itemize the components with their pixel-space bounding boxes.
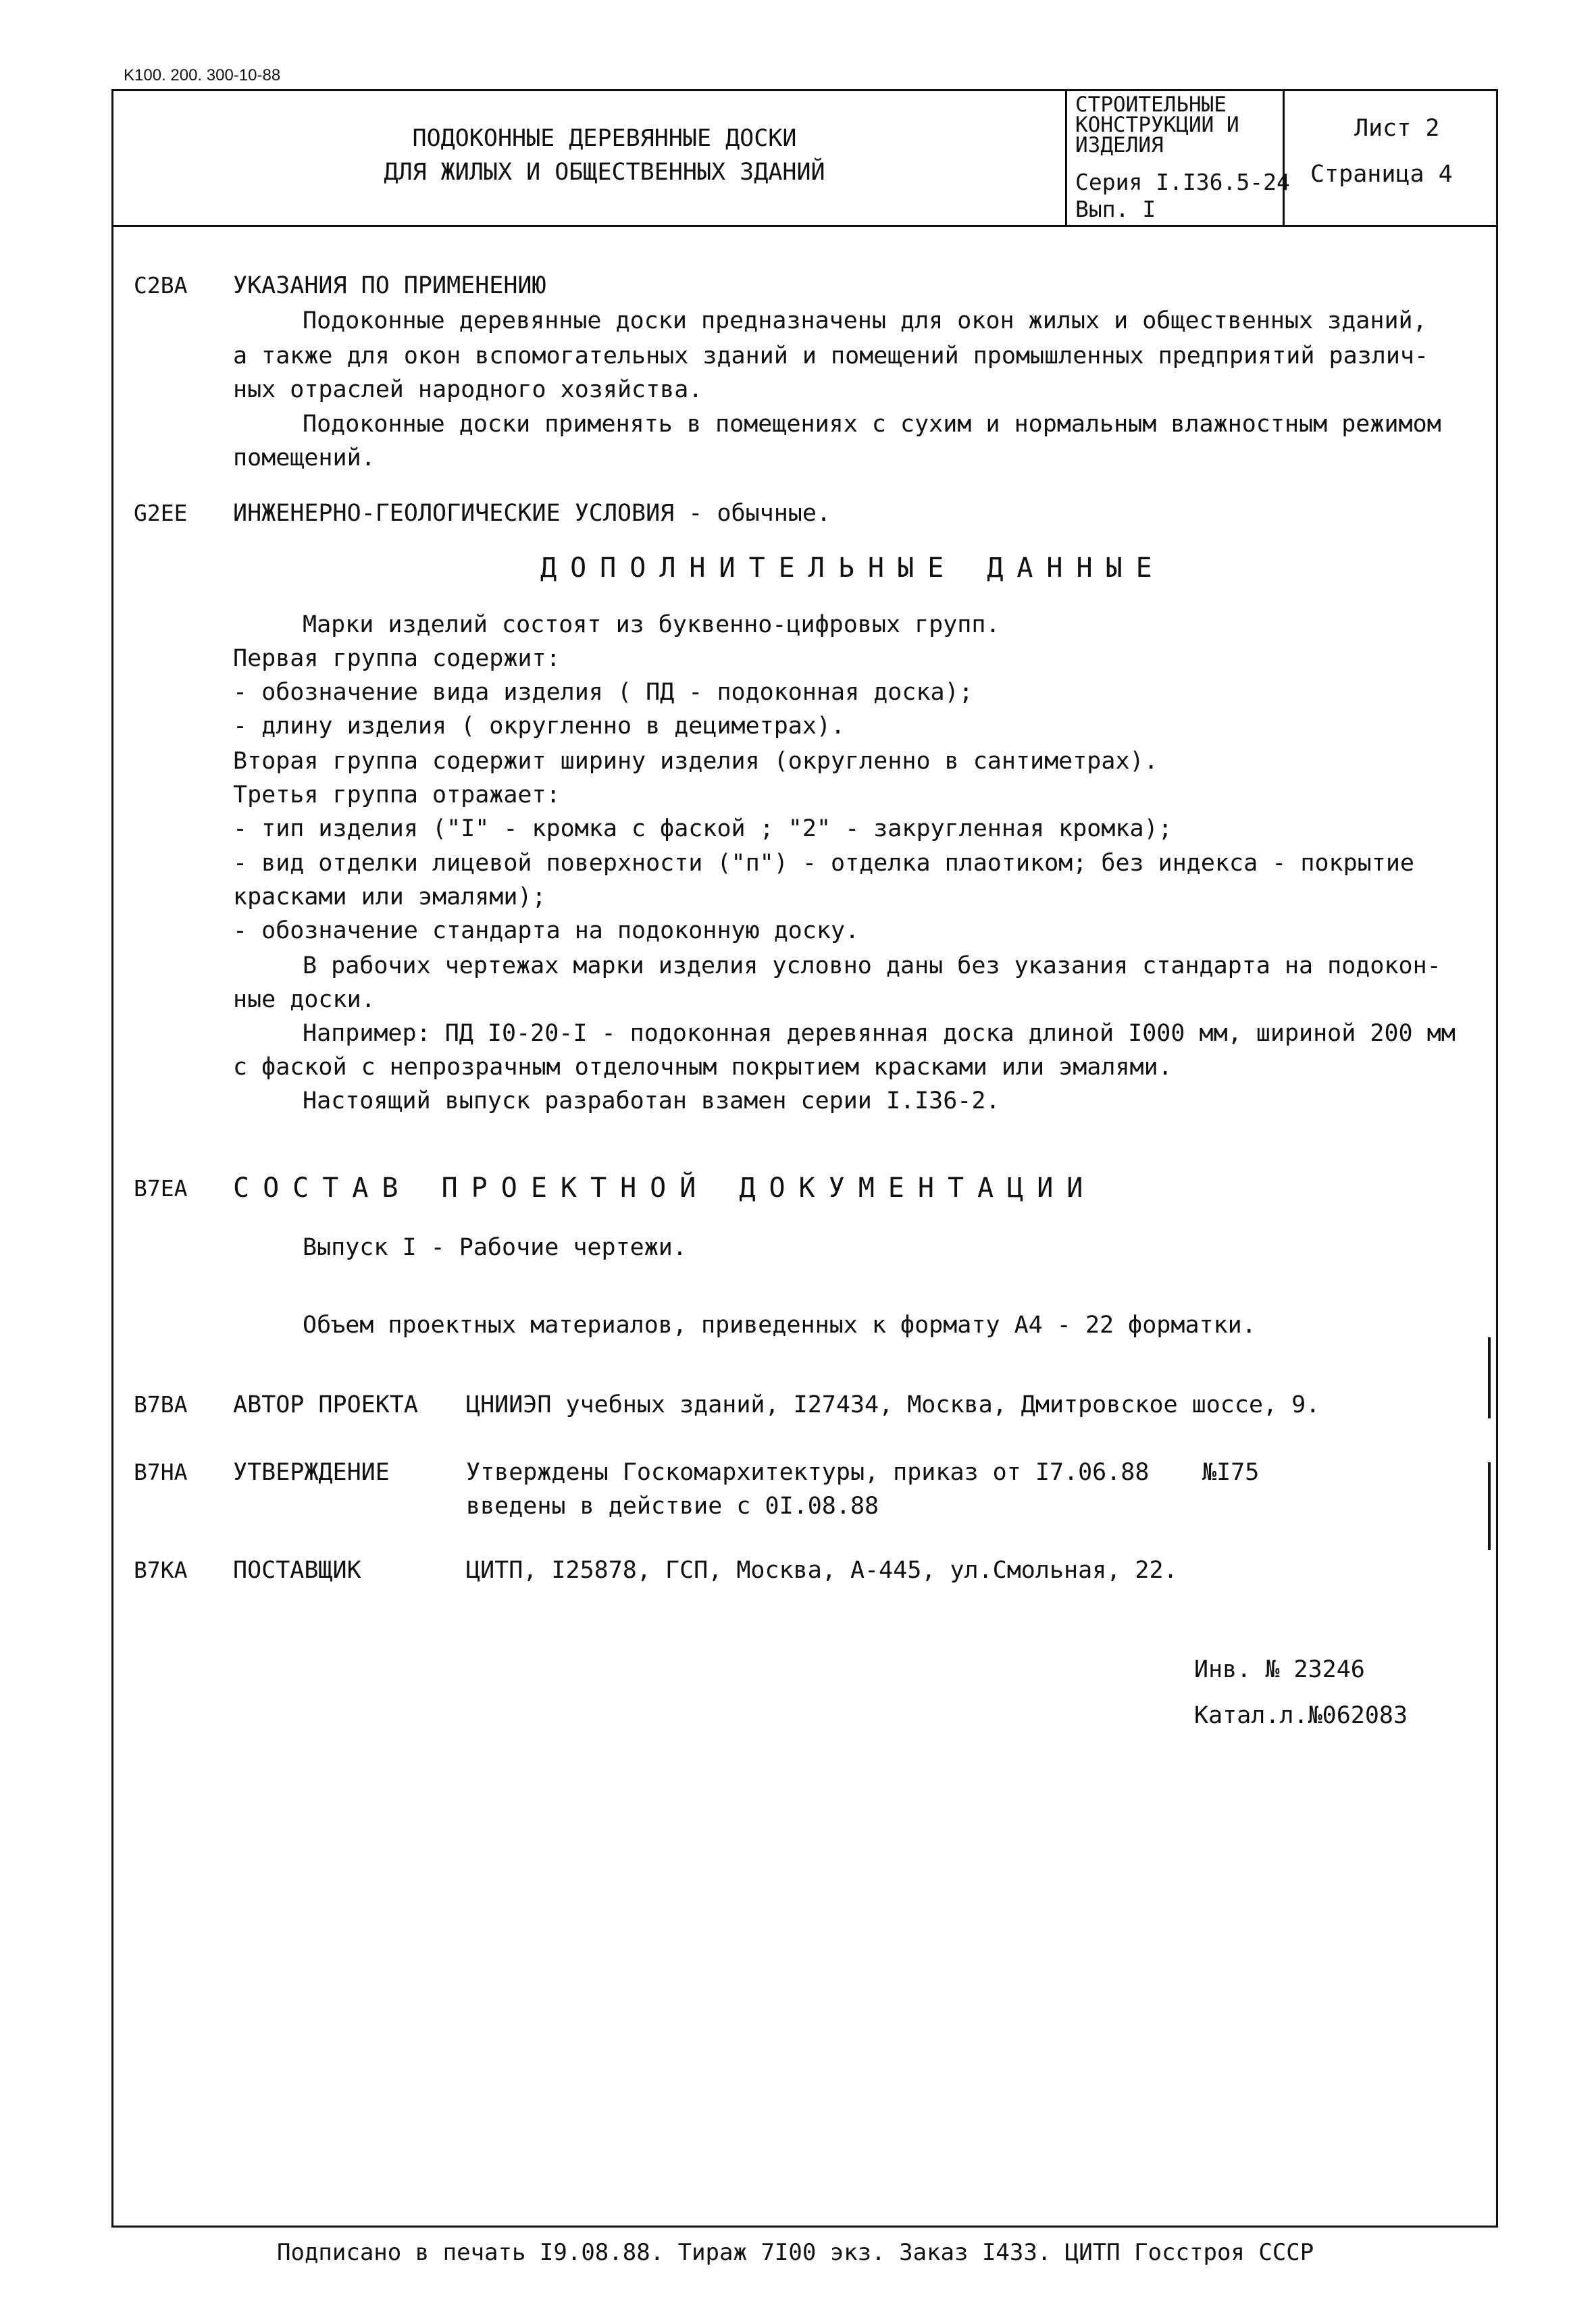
additional-line-9: красками или эмалями);	[233, 883, 546, 910]
category-line3: ИЗДЕЛИЯ	[1075, 133, 1164, 157]
additional-line-3: - обозначение вида изделия ( ПД - подоконная доска);	[233, 679, 973, 706]
usage-code: C2BA	[134, 272, 188, 299]
usage-line-3: ных отраслей народного хозяйства.	[233, 376, 703, 403]
header-category	[1075, 95, 1239, 155]
author-label: АВТОР ПРОЕКТА	[233, 1391, 418, 1418]
inventory-number: Инв. № 23246	[1194, 1656, 1365, 1683]
usage-line-4: Подоконные доски применять в помещениях с сухим и нормальным влажностным режимом	[303, 411, 1441, 438]
additional-line-13: Например: ПД I0-20-I - подоконная деревянная доска длиной I000 мм, шириной 200 мм	[303, 1020, 1456, 1047]
additional-line-6: Третья группа отражает:	[233, 781, 561, 808]
issue-number: Вып. I	[1075, 196, 1156, 222]
additional-line-8: - вид отделки лицевой поверхности ("п") - отделка плаотиком; без индекса - покрытие	[233, 850, 1414, 877]
header-title	[284, 122, 925, 189]
composition-line-1: Выпуск I - Рабочие чертежи.	[303, 1234, 687, 1261]
print-footer: Подписано в печать I9.08.88. Тираж 7I00 экз. Заказ I433. ЦИТП Госстроя СССР	[277, 2239, 1314, 2266]
additional-line-4: - длину изделия ( округленно в дециметрах).	[233, 713, 846, 740]
geology-code: G2EE	[134, 500, 188, 526]
header-title-line1: ПОДОКОННЫЕ ДЕРЕВЯННЫЕ ДОСКИ	[412, 125, 797, 152]
additional-line-15: Настоящий выпуск разработан взамен серии I.I36-2.	[303, 1087, 1000, 1114]
supplier-code: B7KA	[134, 1557, 188, 1583]
composition-line-2: Объем проектных материалов, приведенных к формату А4 - 22 форматки.	[303, 1312, 1256, 1339]
additional-line-2: Первая группа содержит:	[233, 645, 561, 672]
usage-heading: УКАЗАНИЯ ПО ПРИМЕНЕНИЮ	[233, 272, 546, 299]
category-line1: СТРОИТЕЛЬНЫЕ	[1075, 93, 1227, 117]
composition-code: B7EA	[134, 1175, 188, 1202]
page-frame	[111, 89, 1498, 2228]
usage-line-5: помещений.	[233, 444, 376, 471]
additional-line-11: В рабочих чертежах марки изделия условно даны без указания стандарта на подокон-	[303, 952, 1441, 979]
additional-line-7: - тип изделия ("I" - кромка с фаской ; "2" - закругленная кромка);	[233, 815, 1173, 842]
author-code: B7BA	[134, 1391, 188, 1418]
additional-line-10: - обозначение стандарта на подоконную доску.	[233, 917, 860, 944]
margin-mark-1	[1488, 1337, 1491, 1418]
sheet-number: Лист 2	[1354, 115, 1440, 142]
document-code: K100. 200. 300-10-88	[124, 66, 281, 84]
additional-heading: ДОПОЛНИТЕЛЬНЫЕ ДАННЫЕ	[540, 552, 1166, 584]
approval-label: УТВЕРЖДЕНИЕ	[233, 1459, 390, 1486]
category-line2: КОНСТРУКЦИИ И	[1075, 113, 1239, 137]
header-title-line2: ДЛЯ ЖИЛЫХ И ОБЩЕСТВЕННЫХ ЗДАНИЙ	[384, 159, 825, 186]
supplier-text: ЦИТП, I25878, ГСП, Москва, А-445, ул.Смольная, 22.	[466, 1557, 1178, 1584]
composition-heading: СОСТАВ ПРОЕКТНОЙ ДОКУМЕНТАЦИИ	[233, 1173, 1097, 1204]
header-divider	[111, 225, 1496, 227]
additional-line-14: с фаской с непрозрачным отделочным покрытием красками или эмалями.	[233, 1054, 1173, 1081]
geology-text: ИНЖЕНЕРНО-ГЕОЛОГИЧЕСКИЕ УСЛОВИЯ - обычные.	[233, 500, 831, 527]
usage-line-1: Подоконные деревянные доски предназначены для окон жилых и общественных зданий,	[303, 307, 1427, 334]
catalog-number: Катал.л.№062083	[1194, 1702, 1408, 1729]
additional-line-12: ные доски.	[233, 986, 376, 1013]
approval-number: №I75	[1202, 1459, 1260, 1486]
author-text: ЦНИИЭП учебных зданий, I27434, Москва, Дмитровское шоссе, 9.	[466, 1391, 1320, 1418]
header-vline-1	[1065, 89, 1067, 227]
approval-line-2: введены в действие с 0I.08.88	[466, 1493, 879, 1520]
supplier-label: ПОСТАВЩИК	[233, 1557, 361, 1584]
additional-line-1: Марки изделий состоят из буквенно-цифровых групп.	[303, 611, 1000, 638]
page-number: Страница 4	[1310, 161, 1453, 188]
series-number: Серия I.I36.5-24	[1075, 169, 1290, 195]
margin-mark-2	[1488, 1462, 1491, 1550]
header-vline-2	[1283, 89, 1285, 227]
usage-line-2: а также для окон вспомогательных зданий и помещений промышленных предприятий различ-	[233, 342, 1429, 369]
additional-line-5: Вторая группа содержит ширину изделия (округленно в сантиметрах).	[233, 748, 1158, 775]
approval-code: B7HA	[134, 1459, 188, 1485]
approval-line-1: Утверждены Госкомархитектуры, приказ от I7.06.88	[466, 1459, 1150, 1486]
